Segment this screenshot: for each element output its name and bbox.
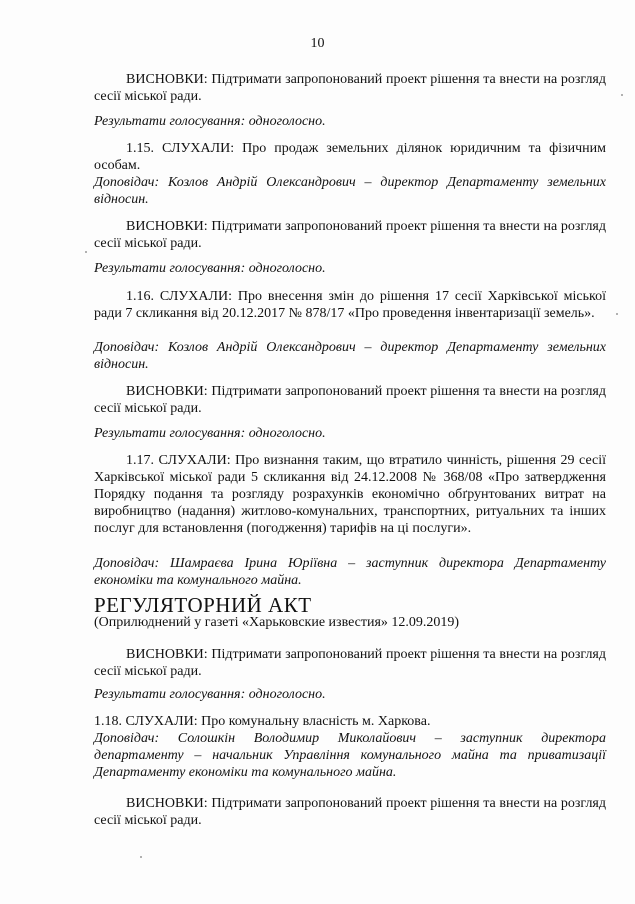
voting-result: Результати голосування: одноголосно. <box>94 426 326 441</box>
conclusions-paragraph: ВИСНОВКИ: Підтримати запропонований проект рішення та внести на розгляд сесії міської ради. <box>94 384 606 416</box>
scan-speck <box>85 251 87 253</box>
item-1-17-speaker: Доповідач: Шамраєва Ірина Юріївна – заступник директора Департаменту економіки та комунального майна. <box>94 556 606 588</box>
voting-result: Результати голосування: одноголосно. <box>94 261 326 276</box>
conclusions-paragraph: ВИСНОВКИ: Підтримати запропонований проект рішення та внести на розгляд сесії міської ради. <box>94 796 606 828</box>
item-1-16-heard: 1.16. СЛУХАЛИ: Про внесення змін до рішення 17 сесії Харківської міської ради 7 скликання від 20.12.2017 № 878/17 «Про проведення інвентаризації земель». <box>94 289 606 321</box>
voting-result: Результати голосування: одноголосно. <box>94 687 326 702</box>
page-number: 10 <box>310 36 325 51</box>
conclusions-paragraph: ВИСНОВКИ: Підтримати запропонований проект рішення та внести на розгляд сесії міської ради. <box>94 219 606 251</box>
item-1-15-speaker: Доповідач: Козлов Андрій Олександрович – директор Департаменту земельних відносин. <box>94 175 606 207</box>
conclusions-paragraph: ВИСНОВКИ: Підтримати запропонований проект рішення та внести на розгляд сесії міської ради. <box>94 647 606 679</box>
scan-speck <box>621 94 623 96</box>
item-1-17-heard: 1.17. СЛУХАЛИ: Про визнання таким, що втратило чинність, рішення 29 сесії Харківської міської ради 5 скликання від 24.12.2008 № 368/08 «Про затвердження Порядку подання та розгляду розрахунків економічно обґрунтованих витрат на виробництво (надання) житлово-комунальних, транспортних, ритуальних та інших послуг для встановлення (погодження) тарифів на ці послуги». <box>94 453 606 536</box>
regulatory-act-heading: РЕГУЛЯТОРНИЙ АКТ <box>94 593 312 617</box>
voting-result: Результати голосування: одноголосно. <box>94 114 326 129</box>
item-1-18-speaker: Доповідач: Солошкін Володимир Миколайович – заступник директора департаменту – начальник Управління комунального майна та приватизації Департаменту економіки та комунального майна. <box>94 731 606 780</box>
scan-speck <box>616 313 618 315</box>
conclusions-paragraph: ВИСНОВКИ: Підтримати запропонований проект рішення та внести на розгляд сесії міської ради. <box>94 72 606 104</box>
item-1-16-speaker: Доповідач: Козлов Андрій Олександрович – директор Департаменту земельних відносин. <box>94 340 606 372</box>
item-1-18-heard: 1.18. СЛУХАЛИ: Про комунальну власність м. Харкова. <box>94 714 431 729</box>
publication-note: (Оприлюднений у газеті «Харьковские известия» 12.09.2019) <box>94 615 460 630</box>
item-1-15-heard: 1.15. СЛУХАЛИ: Про продаж земельних ділянок юридичним та фізичним особам. <box>94 141 606 173</box>
scan-speck <box>140 856 142 858</box>
